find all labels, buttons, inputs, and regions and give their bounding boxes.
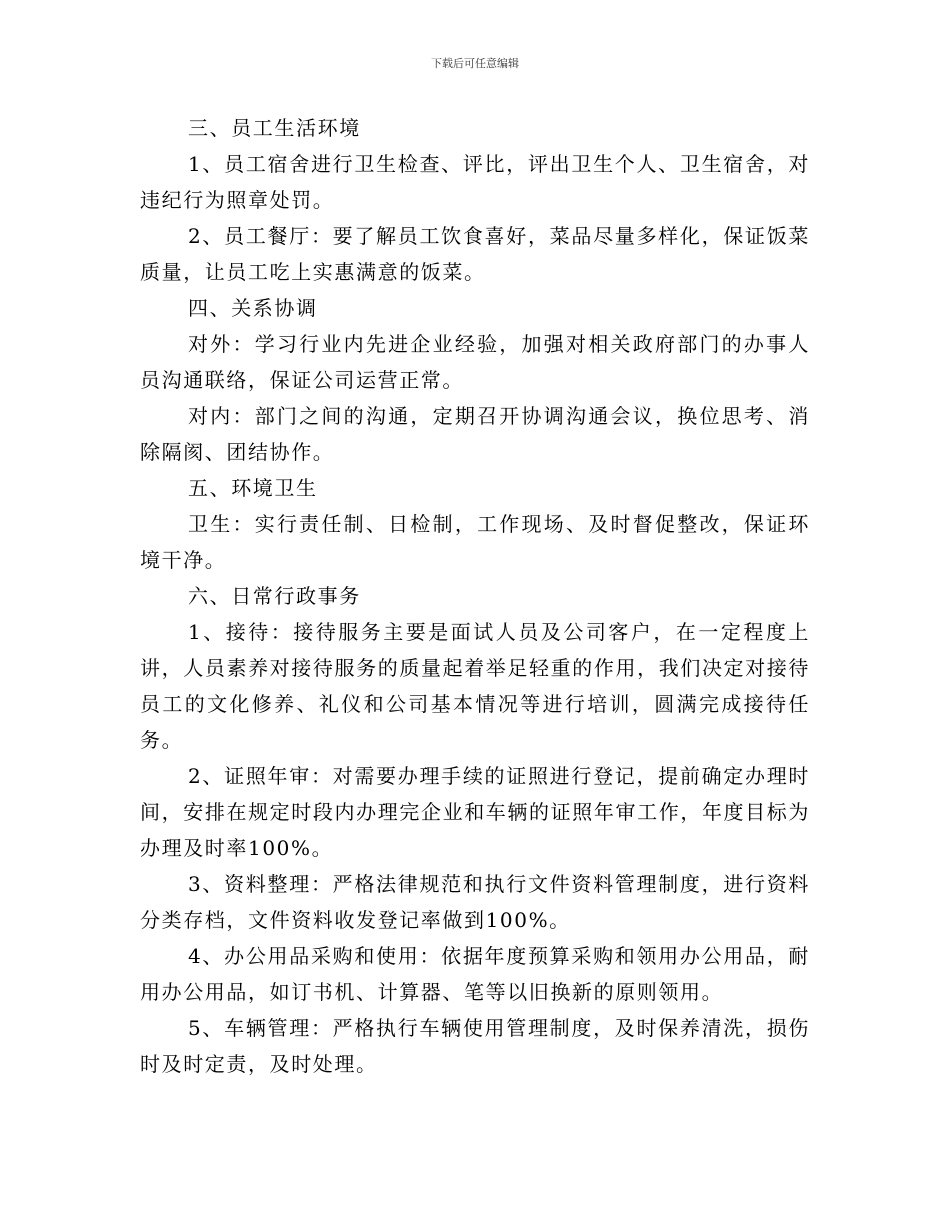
page-header: 下载后可任意编辑: [431, 57, 519, 70]
paragraph: 2、员工餐厅：要了解员工饮食喜好，菜品尽量多样化，保证饭菜质量，让员工吃上实惠满意的饭菜。: [140, 224, 810, 284]
section-heading: 六、日常行政事务: [188, 584, 361, 608]
paragraph: 2、证照年审：对需要办理手续的证照进行登记，提前确定办理时间，安排在规定时段内办理完企业和车辆的证照年审工作，年度目标为办理及时率100%。: [140, 764, 810, 860]
paragraph: 卫生：实行责任制、日检制，工作现场、及时督促整改，保证环境干净。: [140, 512, 810, 572]
paragraph: 1、员工宿舍进行卫生检查、评比，评出卫生个人、卫生宿舍，对违纪行为照章处罚。: [140, 152, 810, 212]
section-heading: 三、员工生活环境: [188, 116, 361, 140]
paragraph: 对内：部门之间的沟通，定期召开协调沟通会议，换位思考、消除隔阂、团结协作。: [140, 404, 810, 464]
section-heading: 四、关系协调: [188, 296, 318, 320]
paragraph: 对外：学习行业内先进企业经验，加强对相关政府部门的办事人员沟通联络，保证公司运营正常。: [140, 332, 810, 392]
paragraph: 5、车辆管理：严格执行车辆使用管理制度，及时保养清洗，损伤时及时定责，及时处理。: [140, 1016, 810, 1076]
document-body: [140, 110, 810, 1082]
paragraph: 1、接待：接待服务主要是面试人员及公司客户，在一定程度上讲，人员素养对接待服务的质量起着举足轻重的作用，我们决定对接待员工的文化修养、礼仪和公司基本情况等进行培训，圆满完成接待任务。: [140, 620, 810, 752]
section-heading: 五、环境卫生: [188, 476, 318, 500]
paragraph: 3、资料整理：严格法律规范和执行文件资料管理制度，进行资料分类存档，文件资料收发登记率做到100%。: [140, 872, 810, 932]
paragraph: 4、办公用品采购和使用：依据年度预算采购和领用办公用品，耐用办公用品，如订书机、计算器、笔等以旧换新的原则领用。: [140, 944, 810, 1004]
